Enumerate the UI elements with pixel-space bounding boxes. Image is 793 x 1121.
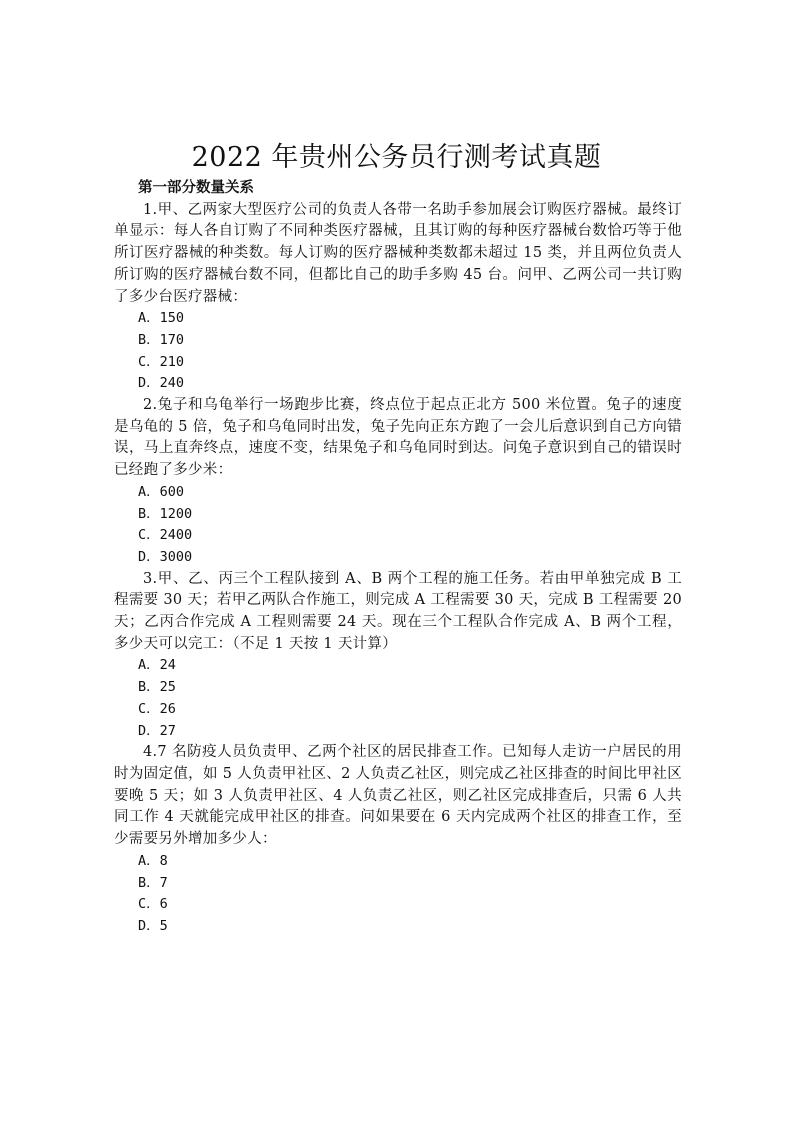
option-a: A．600 bbox=[138, 483, 185, 500]
option-d: D．3000 bbox=[138, 548, 193, 565]
option-c: C．210 bbox=[138, 353, 185, 370]
question-4 bbox=[114, 742, 682, 937]
option-c: C．26 bbox=[138, 700, 176, 717]
document-title: 2022 年贵州公务员行测考试真题 bbox=[191, 142, 602, 173]
question-text: 2.兔子和乌龟举行一场跑步比赛，终点位于起点正北方 500 米位置。兔子的速度是乌龟的 5 倍，兔子和乌龟同时出发，兔子先向正东方跑了一会儿后意识到自己方向错误，马上直奔终点，速度不变，结果兔子和乌龟同时到达。问兔子意识到自己的错误时已经跑了多少米： bbox=[114, 397, 682, 479]
option-c: C．2400 bbox=[138, 527, 193, 544]
question-2 bbox=[114, 395, 682, 569]
option-a: A．8 bbox=[138, 852, 168, 869]
option-b: B．1200 bbox=[138, 505, 193, 522]
question-text: 1.甲、乙两家大型医疗公司的负责人各带一名助手参加展会订购医疗器械。最终订单显示：每人各自订购了不同种类医疗器械，且其订购的每种医疗器械台数恰巧等于他所订医疗器械的种类数。每人订购的医疗器械种类数都未超过 15 类，并且两位负责人所订购的医疗器械台数不同，但都比自己的助手多购 45 台。问甲、乙两公司一共订购了多少台医疗器械： bbox=[114, 201, 682, 305]
option-b: B．25 bbox=[138, 679, 176, 696]
document-body bbox=[114, 178, 682, 938]
option-d: D．240 bbox=[138, 375, 185, 392]
option-a: A．24 bbox=[138, 657, 176, 674]
option-a: A．150 bbox=[138, 310, 185, 327]
option-d: D．27 bbox=[138, 722, 176, 739]
question-1 bbox=[114, 200, 682, 395]
question-text: 3.甲、乙、丙三个工程队接到 A、B 两个工程的施工任务。若由甲单独完成 B 工程需要 30 天；若甲乙两队合作施工，则完成 A 工程需要 30 天，完成 B 工程需要 20 天；乙丙合作完成 A 工程则需要 24 天。现在三个工程队合作完成 A、B 两个工程，多少天可以完工：（不足 1 天按 1 天计算） bbox=[114, 570, 682, 652]
option-c: C．6 bbox=[138, 896, 168, 913]
option-b: B．7 bbox=[138, 874, 168, 891]
section-heading: 第一部分数量关系 bbox=[138, 180, 254, 196]
option-d: D．5 bbox=[138, 917, 168, 934]
option-b: B．170 bbox=[138, 331, 185, 348]
question-3 bbox=[114, 569, 682, 743]
question-text: 4.7 名防疫人员负责甲、乙两个社区的居民排查工作。已知每人走访一户居民的用时为固定值，如 5 人负责甲社区、2 人负责乙社区，则完成乙社区排查的时间比甲社区要晚 5 天；如 3 人负责甲社区、4 人负责乙社区，则乙社区完成排查后，只需 6 人共同工作 4 天就能完成甲社区的排查。问如果要在 6 天内完成两个社区的排查工作，至少需要另外增加多少人： bbox=[114, 744, 682, 848]
